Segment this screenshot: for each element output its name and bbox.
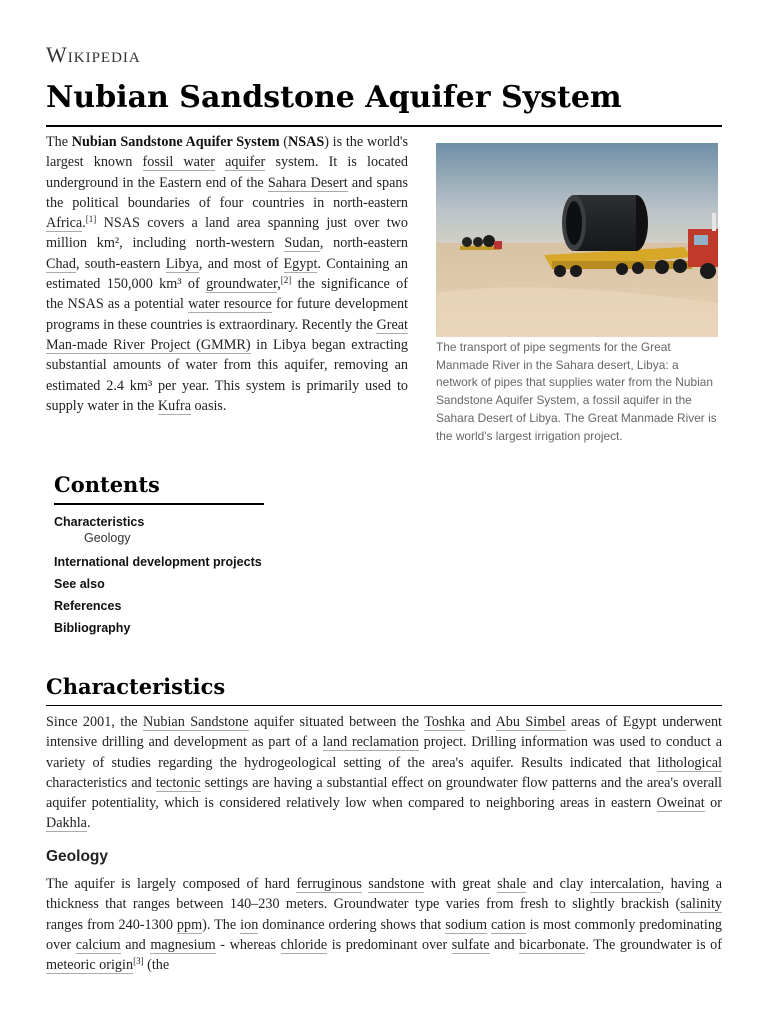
infobox-figure: [436, 143, 718, 445]
article-link[interactable]: Africa: [46, 215, 83, 232]
article-link[interactable]: Egypt: [283, 255, 318, 272]
page-title: Nubian Sandstone Aquifer System: [46, 80, 622, 115]
article-link[interactable]: chloride: [280, 936, 328, 953]
characteristics-paragraph: Since 2001, the Nubian Sandstone aquifer situated between the Toshka and Abu Simbel areas of Egypt underwent intensive drilling and development as part of a land reclamation project. Drilling information was used to conduct a variety of studies regarding the hydrogeological setting of the area's aquifer. Results indicated that lithological characteristics and tectonic settings are having a substantial effect on groundwater flow patterns and the area's overall aquifer potentiality, which is considered relatively low when compared to neighboring areas in eastern Oweinat or Dakhla.: [46, 714, 723, 832]
toc-item-see-also[interactable]: See also: [54, 577, 105, 591]
article-link[interactable]: tectonic: [155, 774, 201, 791]
wikipedia-wordmark[interactable]: Wikipedia: [46, 42, 141, 67]
citation-ref[interactable]: [3]: [133, 956, 144, 967]
article-link[interactable]: lithological: [657, 754, 722, 771]
article-link[interactable]: Dakhla: [46, 815, 87, 832]
article-link[interactable]: intercalation: [589, 876, 661, 892]
toc-item-references[interactable]: References: [54, 599, 122, 613]
article-link[interactable]: calcium: [75, 936, 121, 953]
toc-divider: [54, 503, 264, 505]
article-link[interactable]: Sudan: [284, 235, 320, 252]
article-link[interactable]: meteoric origin: [46, 957, 134, 974]
article-link[interactable]: Libya: [165, 255, 199, 272]
geology-paragraph: The aquifer is largely composed of hard ferruginous sandstone with great shale and clay intercalation, having a thickness that ranges between 140–230 meters. Groundwater type varies from fresh to slightly brackish (salinity ranges from 240-1300 ppm). The ion dominance ordering shows that sodium cation is most commonly predominating over calcium and magnesium - whereas chloride is predominant over sulfate and bicarbonate. The groundwater is of meteoric origin[3] (the: [46, 876, 723, 974]
article-link[interactable]: groundwater: [206, 276, 278, 293]
article-link[interactable]: sandstone: [368, 876, 425, 892]
title-divider: [46, 125, 722, 127]
article-link[interactable]: Toshka: [424, 714, 466, 730]
article-link[interactable]: Sahara Desert: [267, 174, 348, 191]
article-link[interactable]: Chad: [46, 255, 76, 272]
toc-item-international-development[interactable]: International development projects: [54, 555, 262, 569]
table-of-contents: [54, 472, 264, 636]
toc-item-bibliography[interactable]: Bibliography: [54, 621, 131, 635]
section-heading-characteristics: Characteristics: [46, 674, 226, 699]
figure-caption: The transport of pipe segments for the Great Manmade River in the Sahara desert, Libya: a network of pipes that supplies water from the Nubian Sandstone Aquifer System, a fossil aquifer in the Sahara Desert of Libya. The Great Manmade River is the world's largest irrigation project.: [436, 340, 717, 443]
toc-heading: Contents: [54, 472, 160, 497]
article-link[interactable]: ppm: [176, 916, 203, 933]
article-link[interactable]: ferruginous: [296, 876, 362, 892]
section-divider: [46, 705, 722, 706]
article-link[interactable]: sodium: [445, 916, 487, 933]
article-link[interactable]: magnesium: [150, 936, 216, 953]
article-link[interactable]: shale: [497, 876, 527, 892]
article-link[interactable]: land reclamation: [322, 734, 419, 751]
article-link[interactable]: bicarbonate: [519, 936, 586, 953]
subsection-heading-geology: Geology: [46, 848, 109, 865]
pipe-transport-photo[interactable]: [436, 143, 718, 337]
toc-item-characteristics[interactable]: Characteristics: [54, 515, 145, 529]
article-link[interactable]: cation: [490, 916, 526, 933]
article-link[interactable]: Great Man-made River Project (GMMR): [46, 316, 408, 353]
lead-paragraph: The Nubian Sandstone Aquifer System (NSAS) is the world's largest known fossil water aquifer system. It is located underground in the Eastern end of the Sahara Desert and spans the political boundaries of four countries in north-eastern Africa.[1] NSAS covers a land area spanning just over two million km², including north-western Sudan, north-eastern Chad, south-eastern Libya, and most of Egypt. Containing an estimated 150,000 km³ of groundwater,[2] the significance of the NSAS as a potential water resource for future development programs in these countries is extraordinary. Recently the Great Man-made River Project (GMMR) in Libya began extracting substantial amounts of water from this aquifer, removing an estimated 2.4 km³ per year. This system is primarily used to supply water in the Kufra oasis.: [46, 134, 408, 414]
article-link[interactable]: salinity: [680, 896, 722, 913]
article-link[interactable]: Kufra: [157, 397, 191, 414]
article-link[interactable]: fossil water: [142, 154, 215, 171]
article-link[interactable]: water resource: [188, 296, 272, 313]
article-link[interactable]: Abu Simbel: [495, 714, 566, 730]
article-link[interactable]: Nubian Sandstone: [143, 714, 249, 730]
toc-item-geology[interactable]: Geology: [84, 531, 131, 545]
article-link[interactable]: ion: [240, 916, 259, 933]
article-link[interactable]: aquifer: [225, 154, 266, 171]
article-link[interactable]: sulfate: [451, 936, 490, 953]
citation-ref[interactable]: [1]: [85, 214, 97, 225]
citation-ref[interactable]: [2]: [280, 275, 292, 286]
article-link[interactable]: Oweinat: [656, 795, 705, 812]
